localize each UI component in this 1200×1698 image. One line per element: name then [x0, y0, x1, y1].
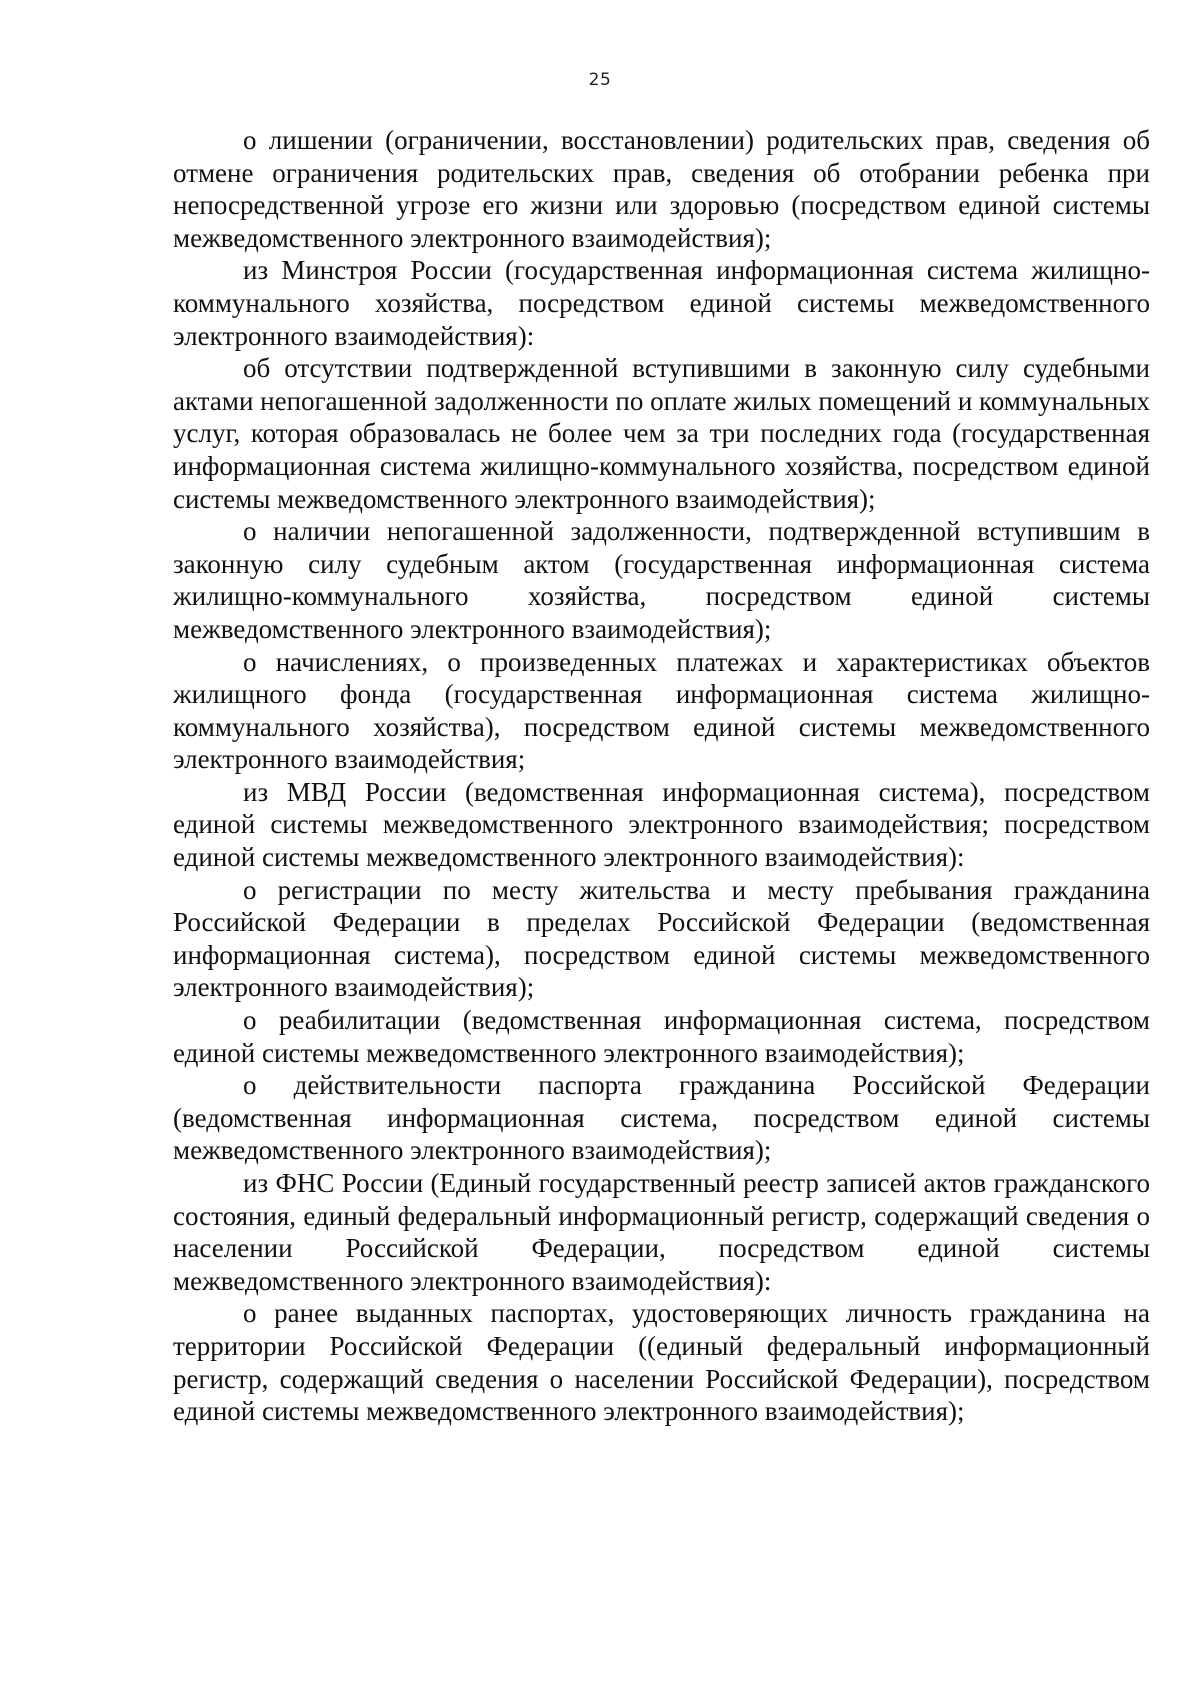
paragraph-unpaid-debt: о наличии непогашенной задолженности, подтвержденной вступившим в законную силу судебным актом (государственная информационная система жилищно-коммунального хозяйства, посредством единой системы межведомственного электронного взаимодействия);: [173, 516, 1150, 644]
paragraph-minstroy-source: из Минстроя России (государственная информационная система жилищно-коммунального хозяйства, посредством единой системы межведомственного электронного взаимодействия):: [173, 255, 1150, 351]
paragraph-registration: о регистрации по месту жительства и месту пребывания гражданина Российской Федерации в пределах Российской Федерации (ведомственная информационная система), посредством единой системы межведомственного электронного взаимодействия);: [173, 874, 1150, 1003]
paragraph-mvd-source: из МВД России (ведомственная информационная система), посредством единой системы межведомственного электронного взаимодействия; посредством единой системы межведомственного электронного взаимодействия):: [173, 776, 1150, 873]
paragraph-passport-validity: о действительности паспорта гражданина Российской Федерации (ведомственная информационная система, посредством единой системы межведомственного электронного взаимодействия);: [173, 1070, 1150, 1166]
paragraph-rehabilitation: о реабилитации (ведомственная информационная система, посредством единой системы межведомственного электронного взаимодействия);: [173, 1005, 1150, 1068]
paragraph-previous-passports: о ранее выданных паспортах, удостоверяющих личность гражданина на территории Российской Федерации ((единый федеральный информационный регистр, содержащий сведения о населении Российской Федерации), посредством единой системы межведомственного электронного взаимодействия);: [173, 1298, 1150, 1427]
paragraph-charges-payments: о начислениях, о произведенных платежах и характеристиках объектов жилищного фонда (государственная информационная система жилищно-коммунального хозяйства), посредством единой системы межведомственного электронного взаимодействия;: [173, 646, 1150, 775]
paragraph-fns-source: из ФНС России (Единый государственный реестр записей актов гражданского состояния, единый федеральный информационный регистр, содержащий сведения о населении Российской Федерации, посредством единой системы межведомственного электронного взаимодействия):: [173, 1168, 1150, 1296]
page-number: 25: [588, 70, 612, 90]
paragraph-no-debt: об отсутствии подтвержденной вступившими в законную силу судебными актами непогашенной задолженности по оплате жилых помещений и коммунальных услуг, которая образовалась не более чем за три последних года (государственная информационная система жилищно-коммунального хозяйства, посредством единой системы межведомственного электронного взаимодействия);: [173, 353, 1150, 514]
document-body: [173, 124, 1150, 1428]
paragraph-parental-rights: о лишении (ограничении, восстановлении) родительских прав, сведения об отмене ограничения родительских прав, сведения об отобрании ребенка при непосредственной угрозе его жизни или здоровью (посредством единой системы межведомственного электронного взаимодействия);: [173, 125, 1150, 253]
